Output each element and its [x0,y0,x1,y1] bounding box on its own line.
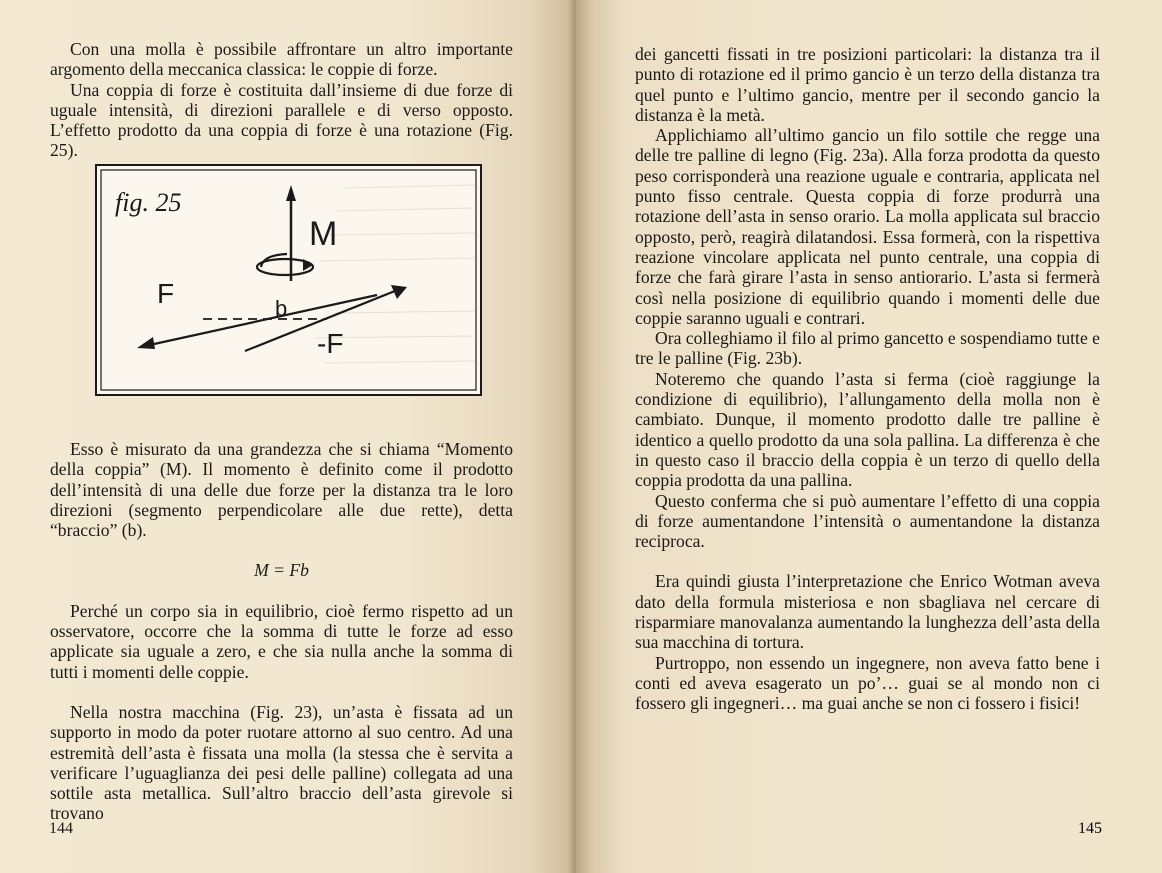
left-bottom-text [50,439,513,824]
paragraph: Esso è misurato da una grandezza che si chiama “Momento della coppia” (M). Il momento è definito come il prodotto dell’intensità di una delle due forze per la distanza tra le loro direzioni (segmento perpendicolare alle due rette), detta “braccio” (b). [50,439,513,541]
paragraph: Noteremo che quando l’asta si ferma (cioè raggiunge la condizione di equilibrio), l’allungamento della molla non è cambiato. Dunque, il momento prodotto dalle tre palline è identico a quello prodotto da una sola pallina. La differenza è che in questo caso il braccio della coppia è un terzo di quello della coppia prodotta da una pallina. [635,368,1100,491]
paragraph: Con una molla è possibile affrontare un altro importante argomento della meccanica classica: le coppie di forze. [50,39,513,80]
paragraph: Applichiamo all’ultimo gancio un filo sottile che regge una delle tre palline di legno (Fig. 23a). Alla forza prodotta da questo peso corrisponderà una reazione uguale e contraria, applicata nel punto fisso centrale. Questa coppia di forze produrrà una rotazione dell’asta in senso orario. La molla applicata sul braccio opposto, però, reagirà dilatandosi. Essa formerà, con la rispettiva reazione vincolare applicata nel punto centrale, una coppia di forze che farà girare l’asta in senso antiorario. L’asta si fermerà così nella posizione di equilibrio quando i momenti delle due coppie saranno uguali e contrari. [635,125,1100,328]
page-number: 144 [49,820,73,837]
moment-label: M [309,215,338,253]
figure-label: fig. 25 [115,188,182,217]
paragraph: Nella nostra macchina (Fig. 23), un’asta è fissata ad un supporto in modo da poter ruotare attorno al suo centro. Ad una estremità dell’asta è fissata una molla (la stessa che è servita a verificare l’uguaglianza dei pesi delle palline) collegata ad una sottile asta metallica. Sull’altro braccio dell’asta girevole si trovano [50,701,513,824]
couple-of-forces-diagram [95,163,483,398]
force-f-label: F [157,278,175,309]
formula: M = Fb [254,560,309,581]
left-top-text [50,39,513,161]
force-minus-f-label: -F [317,328,344,359]
figure-25 [95,163,483,398]
paragraph: Era quindi giusta l’interpretazione che Enrico Wotman aveva dato della formula misteriosa e non sbagliava nel cercare di risparmiare manovalanza aumentando la lunghezza dell’asta della sua macchina di tortura. [635,571,1100,653]
right-text [635,44,1100,714]
arm-label: b [275,296,288,321]
page-number: 145 [1078,820,1102,837]
paragraph: Purtroppo, non essendo un ingegnere, non aveva fatto bene i conti ed aveva esagerato un po’… guai se al mondo non ci fossero gli ingegneri… ma guai anche se non ci fossero i fisici! [635,652,1100,714]
left-page [0,0,576,873]
paragraph: Questo conferma che si può aumentare l’effetto di una coppia di forze aumentandone l’intensità o aumentandone la distanza reciproca. [635,490,1100,552]
paragraph: Una coppia di forze è costituita dall’insieme di due forze di uguale intensità, di direzioni parallele e di verso opposto. L’effetto prodotto da una coppia di forze è una rotazione (Fig. 25). [50,79,513,161]
paragraph: Ora colleghiamo il filo al primo gancetto e sospendiamo tutte e tre le palline (Fig. 23b). [635,328,1100,369]
paragraph: dei gancetti fissati in tre posizioni particolari: la distanza tra il punto di rotazione ed il primo gancio è un terzo della distanza tra quel punto e l’ultimo gancio, mentre per il secondo gancio la distanza è la metà. [635,44,1100,125]
paragraph: Perché un corpo sia in equilibrio, cioè fermo rispetto ad un osservatore, occorre che la somma di tutte le forze ad esso applicate sia uguale a zero, e che sia nulla anche la somma di tutti i momenti delle coppie. [50,600,513,682]
